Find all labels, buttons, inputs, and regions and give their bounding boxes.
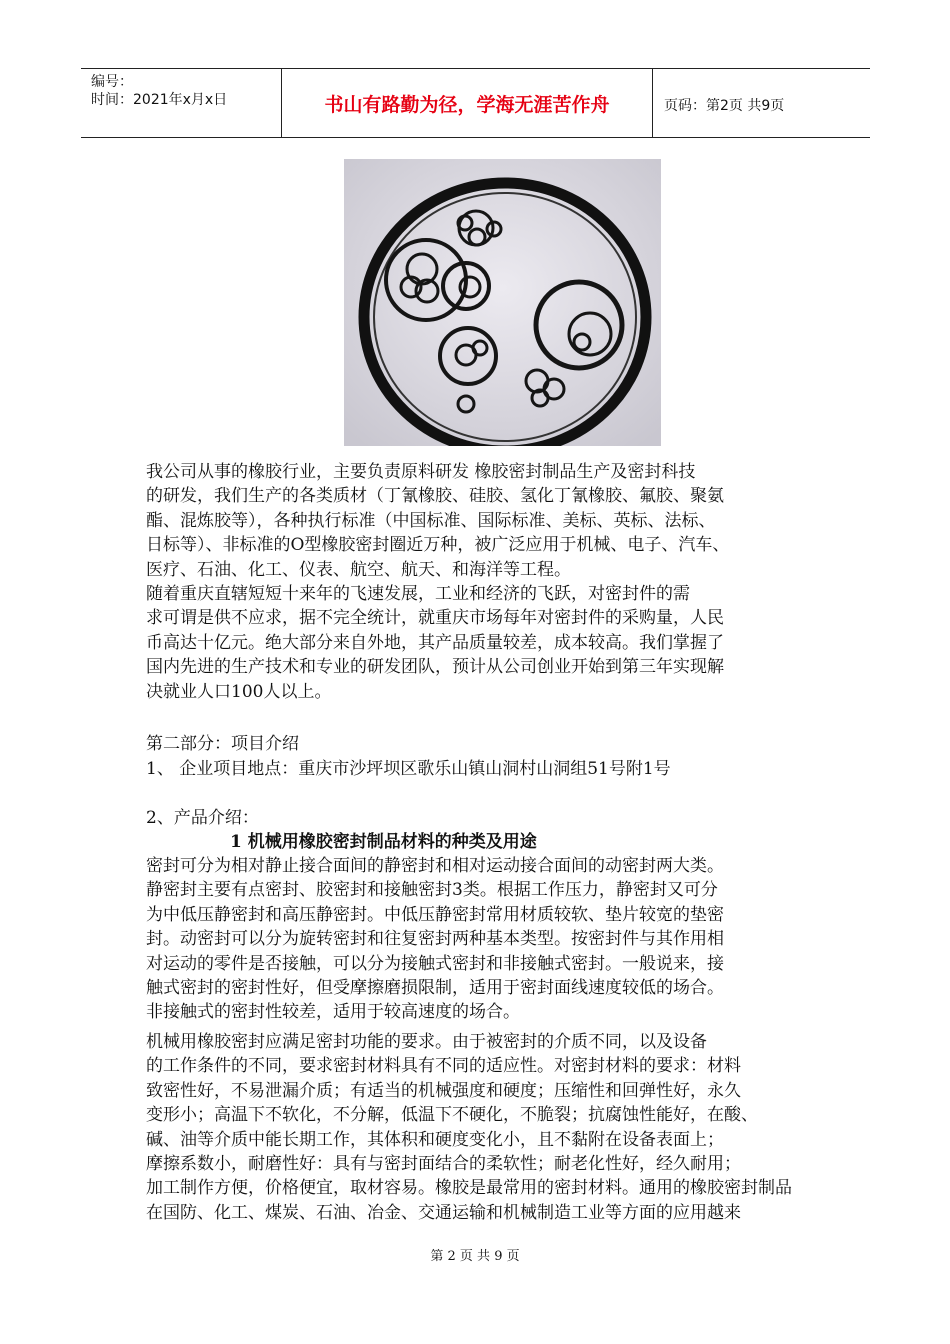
text-line: 致密性好，不易泄漏介质；有适当的机械强度和硬度；压缩性和回弹性好，永久	[146, 1080, 741, 1101]
text-line: 触式密封的密封性好，但受摩擦磨损限制，适用于密封面线速度较低的场合。	[146, 978, 724, 999]
paragraph-seal-types	[146, 854, 846, 1025]
page-footer: 第 2 页 共 9 页	[430, 1249, 520, 1264]
product-intro-item: 2、产品介绍：	[146, 808, 259, 828]
text-line: 静密封主要有点密封、胶密封和接触密封3类。根据工作压力，静密封又可分	[146, 880, 718, 901]
text-line: 在国防、化工、煤炭、石油、冶金、交通运输和机械制造工业等方面的应用越来	[146, 1202, 741, 1223]
text-line: 摩擦系数小，耐磨性好：具有与密封面结合的柔软性；耐老化性好，经久耐用；	[146, 1154, 741, 1175]
paragraph-seal-requirements	[146, 1030, 846, 1225]
header-motto: 书山有路勤为径，学海无涯苦作舟	[282, 69, 653, 137]
text-line: 为中低压静密封和高压静密封。中低压静密封常用材质较软、垫片较宽的垫密	[146, 904, 724, 925]
number-label: 编号：	[91, 74, 133, 90]
paragraph-market	[146, 582, 846, 704]
text-line: 酯、混炼胶等），各种执行标准（中国标准、国际标准、美标、英标、法标、	[146, 510, 716, 531]
text-line: 碱、油等介质中能长期工作，其体积和硬度变化小，且不黏附在设备表面上；	[146, 1129, 724, 1150]
section-title: 第二部分：项目介绍	[146, 734, 299, 754]
header-meta-cell	[81, 69, 282, 137]
text-line: 封。动密封可以分为旋转密封和往复密封两种基本类型。按密封件与其作用相	[146, 929, 724, 950]
header-page-info: 页码：第2页 共9页	[664, 98, 785, 114]
text-line: 密封可分为相对静止接合面间的静密封和相对运动接合面间的动密封两大类。	[146, 856, 724, 876]
o-ring-photo	[344, 159, 661, 446]
text-line: 求可谓是供不应求，据不完全统计，就重庆市场每年对密封件的采购量，人民	[146, 608, 724, 629]
subheading: 1 机械用橡胶密封制品材料的种类及用途	[230, 832, 537, 852]
text-line: 的工作条件的不同，要求密封材料具有不同的适应性。对密封材料的要求：材料	[146, 1056, 741, 1077]
text-line: 币高达十亿元。绝大部分来自外地，其产品质量较差，成本较高。我们掌握了	[146, 632, 724, 653]
text-line: 随着重庆直辖短短十来年的飞速发展，工业和经济的飞跃，对密封件的需	[146, 584, 690, 604]
text-line: 日标等）、非标准的O型橡胶密封圈近万种，被广泛应用于机械、电子、汽车、	[146, 535, 730, 556]
text-line: 我公司从事的橡胶行业，主要负责原料研发 橡胶密封制品生产及密封科技	[146, 462, 696, 482]
text-line: 决就业人口100人以上。	[146, 681, 332, 702]
page-header	[81, 68, 870, 138]
text-line: 的研发，我们生产的各类质材（丁氰橡胶、硅胶、氢化丁氰橡胶、氟胶、聚氨	[146, 486, 724, 507]
text-line: 变形小；高温下不软化，不分解，低温下不硬化，不脆裂；抗腐蚀性能好，在酸、	[146, 1105, 758, 1126]
text-line: 机械用橡胶密封应满足密封功能的要求。由于被密封的介质不同，以及设备	[146, 1032, 707, 1052]
text-line: 加工制作方便，价格便宜，取材容易。橡胶是最常用的密封材料。通用的橡胶密封制品	[146, 1178, 792, 1199]
paragraph-company-intro	[146, 460, 846, 582]
text-line: 对运动的零件是否接触，可以分为接触式密封和非接触式密封。一般说来，接	[146, 953, 724, 974]
text-line: 非接触式的密封性较差，适用于较高速度的场合。	[146, 1002, 520, 1023]
project-location-item: 1、 企业项目地点：重庆市沙坪坝区歌乐山镇山洞村山洞组51号附1号	[146, 759, 671, 779]
text-line: 医疗、石油、化工、仪表、航空、航天、和海洋等工程。	[146, 559, 571, 580]
time-label: 时间：2021年x月x日	[91, 92, 228, 108]
text-line: 国内先进的生产技术和专业的研发团队，预计从公司创业开始到第三年实现解	[146, 657, 724, 678]
